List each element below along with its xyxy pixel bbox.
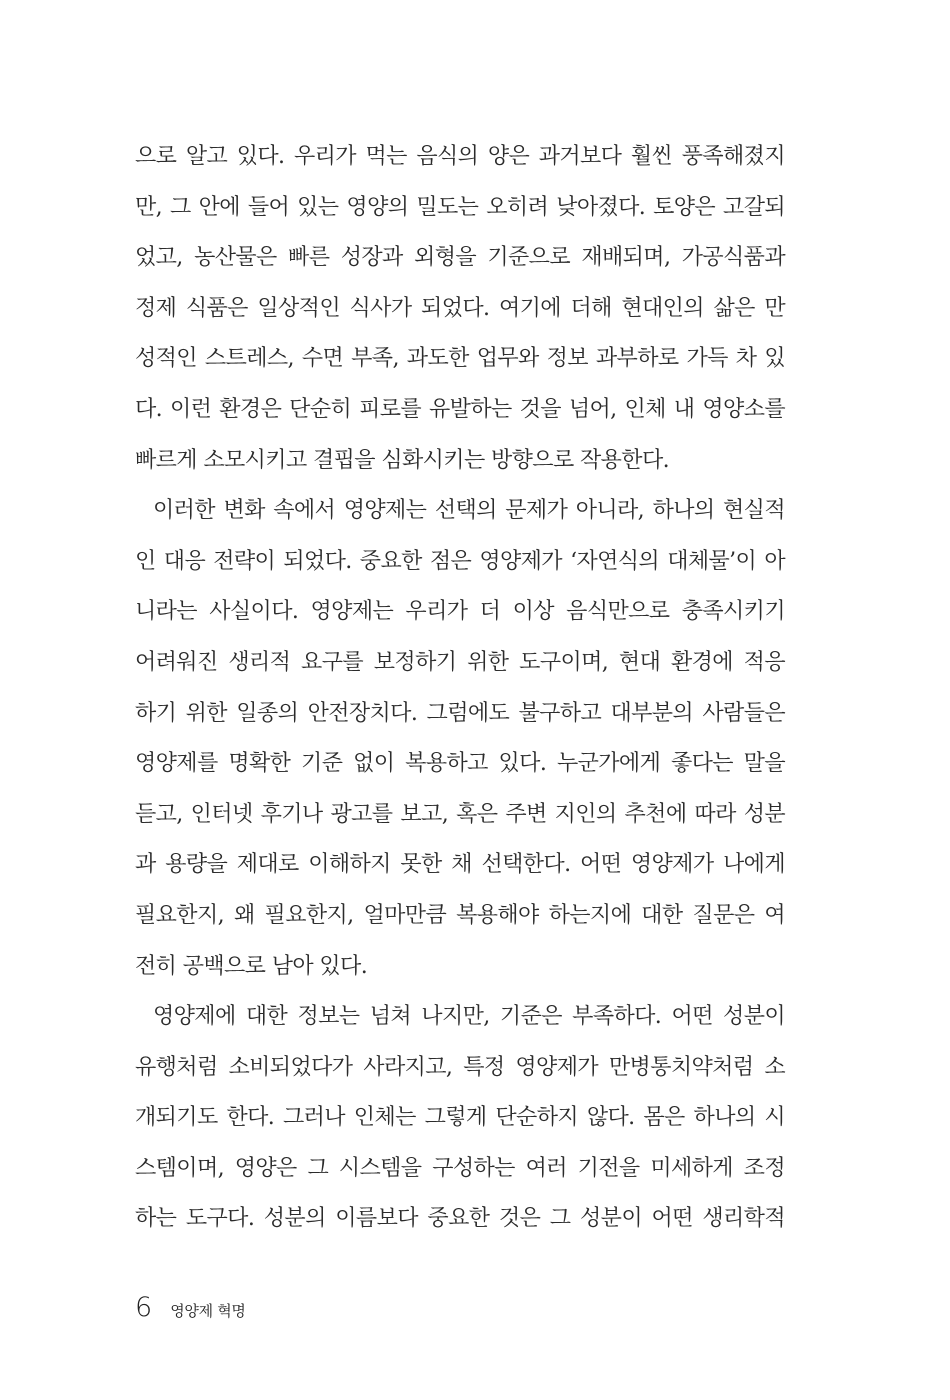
text-line: 정제 식품은 일상적인 식사가 되었다. 여기에 더해 현대인의 삶은 만	[135, 295, 785, 321]
text-line: 과 용량을 제대로 이해하지 못한 채 선택한다. 어떤 영양제가 나에게	[135, 852, 785, 878]
text-line: 하는 도구다. 성분의 이름보다 중요한 것은 그 성분이 어떤 생리학적	[135, 1206, 785, 1232]
text-line: 었고, 농산물은 빠른 성장과 외형을 기준으로 재배되며, 가공식품과	[135, 245, 785, 271]
text-line: 필요한지, 왜 필요한지, 얼마만큼 복용해야 하는지에 대한 질문은 여	[135, 902, 785, 928]
text-line: 영양제에 대한 정보는 넘쳐 나지만, 기준은 부족하다. 어떤 성분이	[153, 1004, 785, 1030]
text-line: 개되기도 한다. 그러나 인체는 그렇게 단순하지 않다. 몸은 하나의 시	[135, 1105, 785, 1131]
text-line: 인 대응 전략이 되었다. 중요한 점은 영양제가 ‘자연식의 대체물’이 아	[135, 548, 785, 574]
page-number: 6	[135, 1292, 153, 1323]
body-text	[135, 132, 785, 1245]
text-line: 으로 알고 있다. 우리가 먹는 음식의 양은 과거보다 훨씬 풍족해졌지	[135, 144, 785, 169]
text-line: 빠르게 소모시키고 결핍을 심화시키는 방향으로 작용한다.	[135, 447, 670, 473]
text-line: 니라는 사실이다. 영양제는 우리가 더 이상 음식만으로 충족시키기	[135, 599, 785, 625]
text-line: 듣고, 인터넷 후기나 광고를 보고, 혹은 주변 지인의 추천에 따라 성분	[135, 801, 785, 827]
text-line: 이러한 변화 속에서 영양제는 선택의 문제가 아니라, 하나의 현실적	[153, 498, 785, 524]
page-footer	[135, 1292, 246, 1332]
text-line: 영양제를 명확한 기준 없이 복용하고 있다. 누군가에게 좋다는 말을	[135, 751, 785, 777]
text-line: 전히 공백으로 남아 있다.	[135, 953, 368, 979]
running-title: 영양제 혁명	[170, 1302, 246, 1320]
text-line: 성적인 스트레스, 수면 부족, 과도한 업무와 정보 과부하로 가득 차 있	[135, 346, 785, 372]
text-line: 하기 위한 일종의 안전장치다. 그럼에도 불구하고 대부분의 사람들은	[135, 700, 785, 726]
text-line: 유행처럼 소비되었다가 사라지고, 특정 영양제가 만병통치약처럼 소	[135, 1054, 785, 1080]
text-line: 다. 이런 환경은 단순히 피로를 유발하는 것을 넘어, 인체 내 영양소를	[135, 396, 785, 422]
text-line: 만, 그 안에 들어 있는 영양의 밀도는 오히려 낮아졌다. 토양은 고갈되	[135, 194, 785, 220]
text-line: 어려워진 생리적 요구를 보정하기 위한 도구이며, 현대 환경에 적응	[135, 649, 785, 675]
text-line: 스템이며, 영양은 그 시스템을 구성하는 여러 기전을 미세하게 조정	[135, 1155, 785, 1181]
